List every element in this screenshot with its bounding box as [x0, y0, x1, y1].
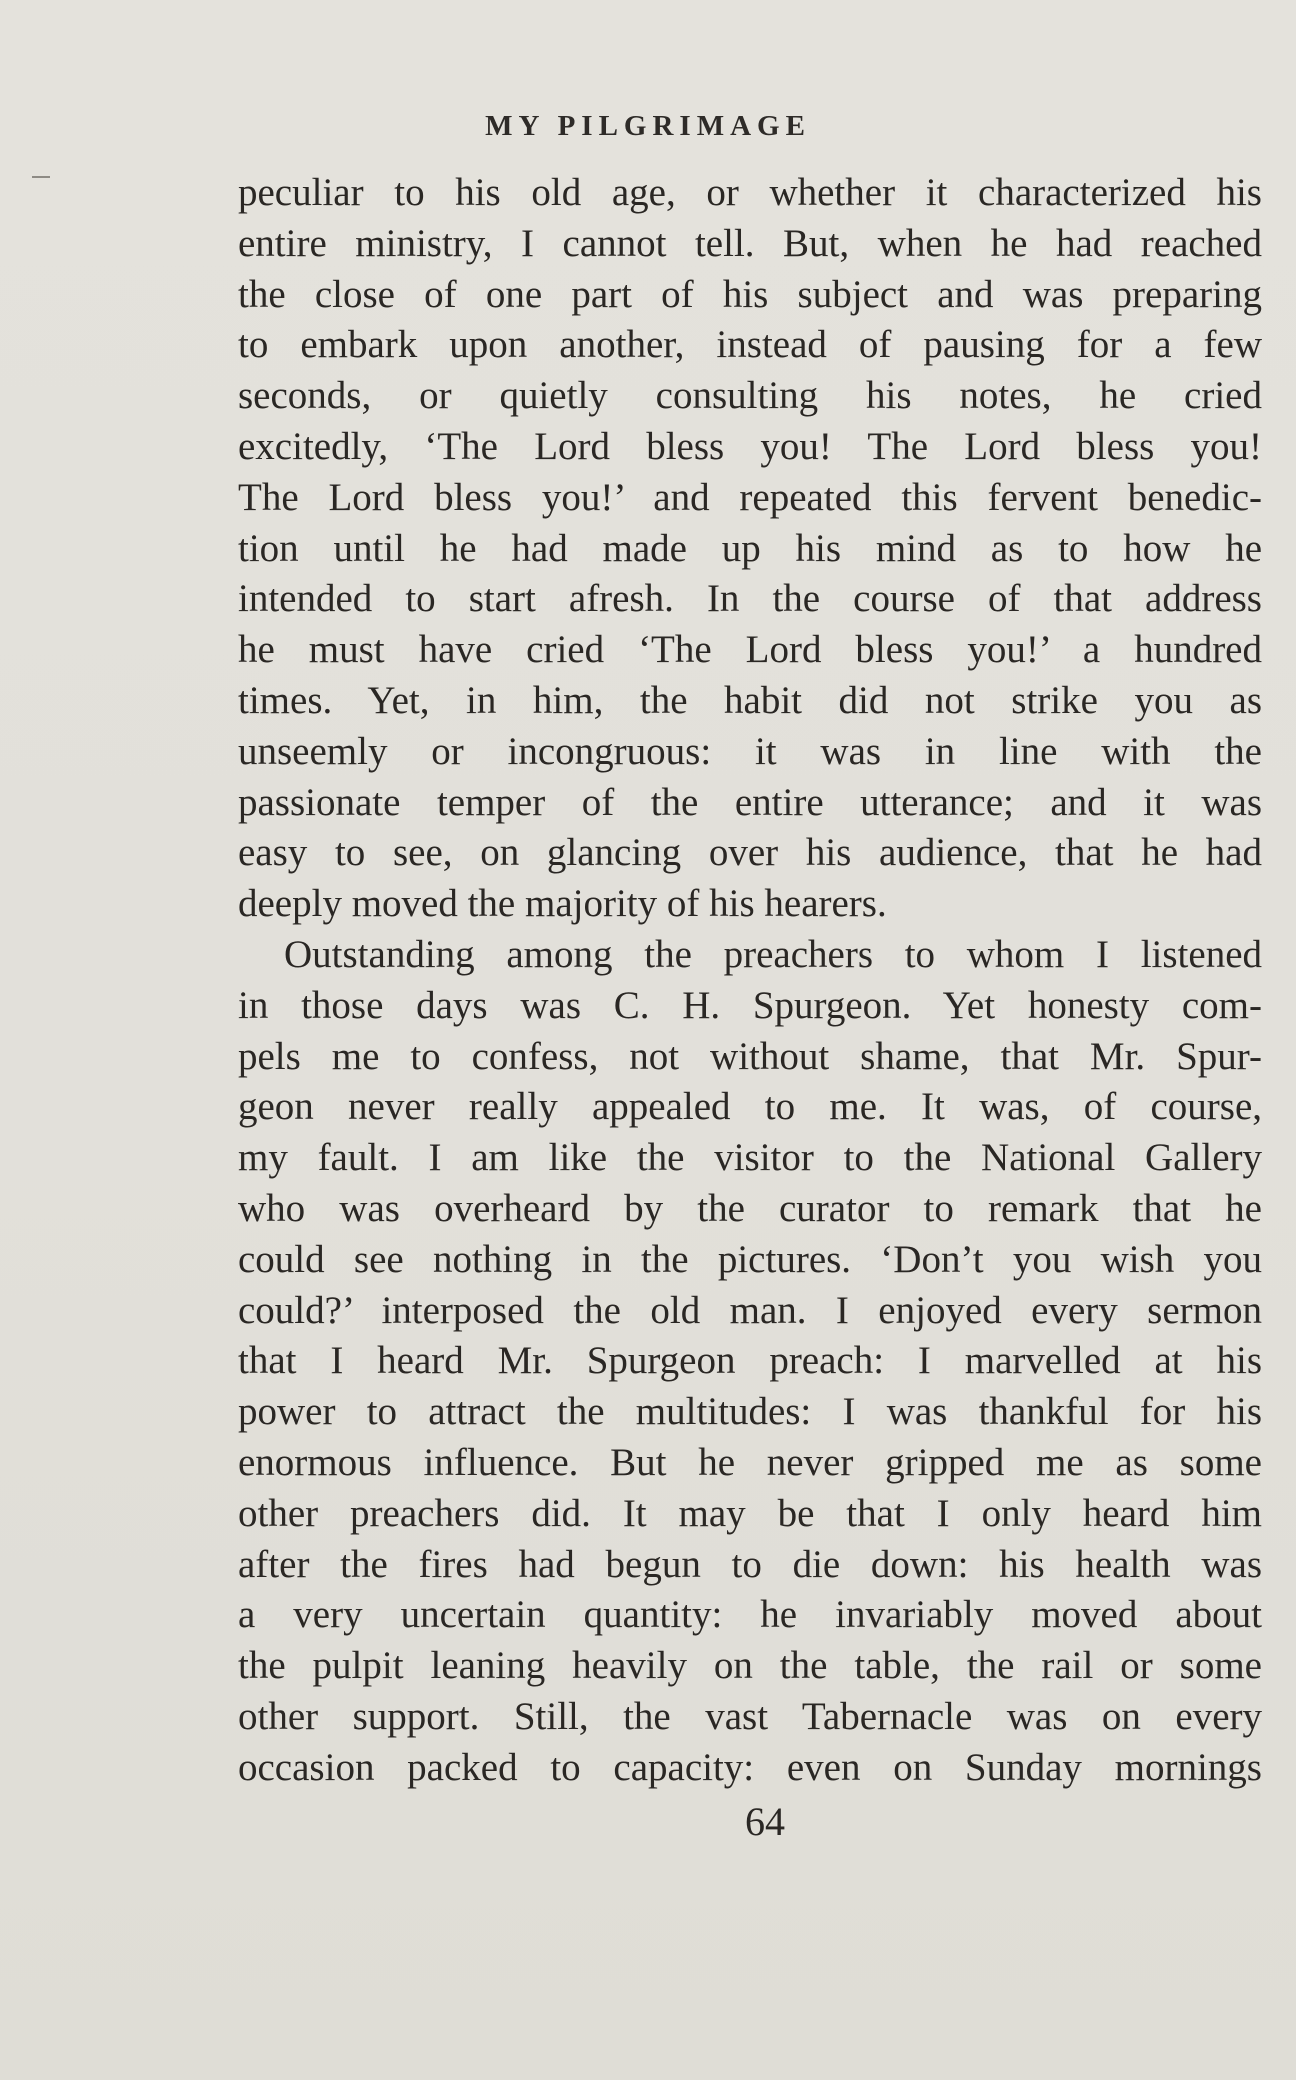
- text-line: passionate temper of the entire utterance; and it was: [238, 780, 1262, 824]
- text-line: could see nothing in the pictures. ‘Don’t you wish you: [238, 1237, 1262, 1281]
- text-line: other support. Still, the vast Tabernacle was on every: [238, 1694, 1262, 1738]
- text-line: tion until he had made up his mind as to how he: [238, 526, 1262, 570]
- text-line: geon never really appealed to me. It was, of course,: [238, 1085, 1262, 1129]
- text-line: he must have cried ‘The Lord bless you!’ a hundred: [238, 628, 1262, 672]
- text-line: entire ministry, I cannot tell. But, when he had reached: [238, 221, 1262, 265]
- text-line: occasion packed to capacity: even on Sunday mornings: [238, 1745, 1262, 1789]
- text-line: my fault. I am like the visitor to the National Gallery: [238, 1136, 1262, 1180]
- paragraph-start-line: Outstanding among the preachers to whom I listened: [284, 932, 1262, 976]
- text-line: times. Yet, in him, the habit did not strike you as: [238, 678, 1262, 722]
- text-line: the close of one part of his subject and was preparing: [238, 272, 1262, 316]
- paragraph-end-line: deeply moved the majority of his hearers.: [238, 882, 887, 926]
- text-line: enormous influence. But he never gripped me as some: [238, 1440, 1262, 1484]
- text-line: who was overheard by the curator to remark that he: [238, 1186, 1262, 1230]
- text-line: seconds, or quietly consulting his notes, he cried: [238, 374, 1262, 418]
- text-line: peculiar to his old age, or whether it characterized his: [238, 171, 1262, 214]
- page-number: 64: [745, 1799, 785, 1844]
- text-line: in those days was C. H. Spurgeon. Yet honesty com-: [238, 983, 1262, 1027]
- text-line: a very uncertain quantity: he invariably moved about: [238, 1593, 1262, 1637]
- text-line: The Lord bless you!’ and repeated this fervent benedic-: [238, 475, 1262, 519]
- text-line: power to attract the multitudes: I was thankful for his: [238, 1390, 1262, 1434]
- text-line: to embark upon another, instead of pausing for a few: [238, 323, 1262, 367]
- body-text: [238, 168, 1262, 1794]
- text-line: excitedly, ‘The Lord bless you! The Lord bless you!: [238, 424, 1262, 468]
- text-line: after the fires had begun to die down: his health was: [238, 1542, 1262, 1586]
- running-head: MY PILGRIMAGE: [485, 110, 811, 142]
- text-line: intended to start afresh. In the course of that address: [238, 577, 1262, 621]
- text-line: easy to see, on glancing over his audience, that he had: [238, 831, 1262, 875]
- text-line: the pulpit leaning heavily on the table, the rail or some: [238, 1644, 1262, 1688]
- text-line: unseemly or incongruous: it was in line with the: [238, 729, 1262, 773]
- text-line: pels me to confess, not without shame, that Mr. Spur-: [238, 1034, 1262, 1078]
- text-line: could?’ interposed the old man. I enjoyed every sermon: [238, 1288, 1262, 1332]
- text-line: other preachers did. It may be that I only heard him: [238, 1491, 1262, 1535]
- margin-mark: [32, 176, 50, 178]
- text-line: that I heard Mr. Spurgeon preach: I marvelled at his: [238, 1339, 1262, 1383]
